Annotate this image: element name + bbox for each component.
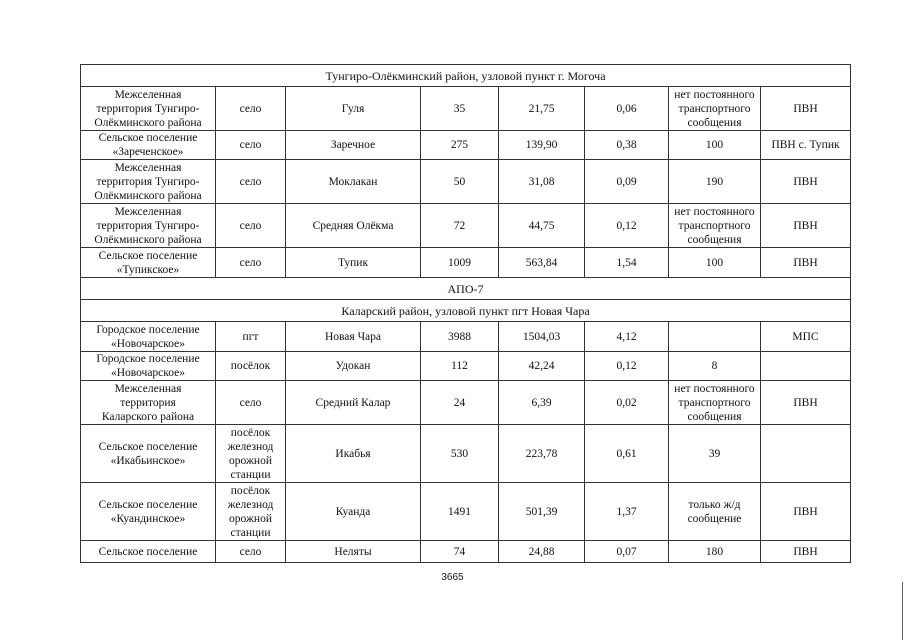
cell-name: Средняя Олёкма [286, 204, 421, 248]
cell-name: Тупик [286, 248, 421, 278]
table-row [81, 352, 851, 381]
cell-settlement: Сельское поселение «Икабьинское» [81, 425, 216, 483]
cell-distance: 100 [669, 131, 761, 160]
cell-value_a: 223,78 [499, 425, 585, 483]
cell-type: посёлок [216, 352, 286, 381]
cell-population: 3988 [421, 322, 499, 352]
cell-value_b: 0,12 [585, 204, 669, 248]
section-header-row [81, 278, 851, 300]
cell-type: село [216, 160, 286, 204]
table-row [81, 204, 851, 248]
cell-value_a: 139,90 [499, 131, 585, 160]
cell-transport: ПВН [761, 381, 851, 425]
cell-value_b: 0,38 [585, 131, 669, 160]
cell-settlement: Сельское поселение «Тупикское» [81, 248, 216, 278]
cell-value_a: 42,24 [499, 352, 585, 381]
cell-settlement: Межселенная территория Тунгиро- Олёкминского района [81, 87, 216, 131]
cell-type: село [216, 381, 286, 425]
cell-value_b: 0,12 [585, 352, 669, 381]
cell-type: село [216, 204, 286, 248]
cell-value_b: 4,12 [585, 322, 669, 352]
cell-type: село [216, 131, 286, 160]
cell-settlement: Городское поселение «Новочарское» [81, 352, 216, 381]
cell-transport [761, 352, 851, 381]
cell-value_b: 1,54 [585, 248, 669, 278]
cell-value_a: 501,39 [499, 483, 585, 541]
cell-value_b: 0,09 [585, 160, 669, 204]
cell-distance: нет постоянного транспортного сообщения [669, 87, 761, 131]
page-number: 3665 [441, 572, 464, 583]
cell-name: Средний Калар [286, 381, 421, 425]
cell-population: 35 [421, 87, 499, 131]
cell-distance: только ж/д сообщение [669, 483, 761, 541]
settlements-table [80, 64, 851, 563]
cell-population: 1009 [421, 248, 499, 278]
section-title: Каларский район, узловой пункт пгт Новая Чара [81, 300, 851, 322]
cell-value_a: 6,39 [499, 381, 585, 425]
cell-population: 50 [421, 160, 499, 204]
cell-value_b: 0,02 [585, 381, 669, 425]
cell-transport: ПВН [761, 204, 851, 248]
cell-transport: ПВН [761, 160, 851, 204]
cell-transport: ПВН [761, 541, 851, 563]
cell-value_a: 31,08 [499, 160, 585, 204]
cell-name: Икабья [286, 425, 421, 483]
cell-type: посёлок железнод орожной станции [216, 483, 286, 541]
section-header-row [81, 300, 851, 322]
cell-distance: 39 [669, 425, 761, 483]
cell-name: Заречное [286, 131, 421, 160]
cell-name: Неляты [286, 541, 421, 563]
margin-rule [902, 582, 903, 640]
cell-distance [669, 322, 761, 352]
cell-value_b: 0,06 [585, 87, 669, 131]
cell-type: село [216, 87, 286, 131]
table-row [81, 160, 851, 204]
cell-value_b: 0,07 [585, 541, 669, 563]
cell-distance: нет постоянного транспортного сообщения [669, 381, 761, 425]
table-row [81, 87, 851, 131]
cell-settlement: Сельское поселение [81, 541, 216, 563]
cell-transport: ПВН [761, 87, 851, 131]
cell-name: Гуля [286, 87, 421, 131]
cell-population: 530 [421, 425, 499, 483]
cell-distance: 180 [669, 541, 761, 563]
cell-population: 72 [421, 204, 499, 248]
cell-population: 74 [421, 541, 499, 563]
cell-distance: 190 [669, 160, 761, 204]
cell-transport: ПВН с. Тупик [761, 131, 851, 160]
cell-transport: МПС [761, 322, 851, 352]
cell-type: село [216, 248, 286, 278]
section-header-row [81, 65, 851, 87]
table-row [81, 248, 851, 278]
cell-distance: 8 [669, 352, 761, 381]
section-title: Тунгиро-Олёкминский район, узловой пункт г. Могоча [81, 65, 851, 87]
cell-value_a: 21,75 [499, 87, 585, 131]
cell-name: Куанда [286, 483, 421, 541]
table-row [81, 131, 851, 160]
cell-transport: ПВН [761, 248, 851, 278]
table-row [81, 322, 851, 352]
cell-settlement: Межселенная территория Каларского района [81, 381, 216, 425]
cell-settlement: Межселенная территория Тунгиро- Олёкминского района [81, 204, 216, 248]
cell-name: Удокан [286, 352, 421, 381]
cell-value_a: 1504,03 [499, 322, 585, 352]
section-title: АПО-7 [81, 278, 851, 300]
table-row [81, 483, 851, 541]
cell-settlement: Сельское поселение «Зареченское» [81, 131, 216, 160]
cell-population: 24 [421, 381, 499, 425]
cell-type: посёлок железнод орожной станции [216, 425, 286, 483]
cell-population: 112 [421, 352, 499, 381]
cell-value_a: 44,75 [499, 204, 585, 248]
cell-name: Моклакан [286, 160, 421, 204]
cell-value_a: 563,84 [499, 248, 585, 278]
cell-type: пгт [216, 322, 286, 352]
cell-type: село [216, 541, 286, 563]
cell-transport: ПВН [761, 483, 851, 541]
cell-distance: нет постоянного транспортного сообщения [669, 204, 761, 248]
cell-population: 275 [421, 131, 499, 160]
cell-distance: 100 [669, 248, 761, 278]
cell-settlement: Городское поселение «Новочарское» [81, 322, 216, 352]
table-row [81, 425, 851, 483]
cell-name: Новая Чара [286, 322, 421, 352]
table-row [81, 541, 851, 563]
cell-transport [761, 425, 851, 483]
cell-settlement: Сельское поселение «Куандинское» [81, 483, 216, 541]
cell-value_a: 24,88 [499, 541, 585, 563]
table-row [81, 381, 851, 425]
cell-settlement: Межселенная территория Тунгиро- Олёкминского района [81, 160, 216, 204]
cell-population: 1491 [421, 483, 499, 541]
cell-value_b: 0,61 [585, 425, 669, 483]
cell-value_b: 1,37 [585, 483, 669, 541]
